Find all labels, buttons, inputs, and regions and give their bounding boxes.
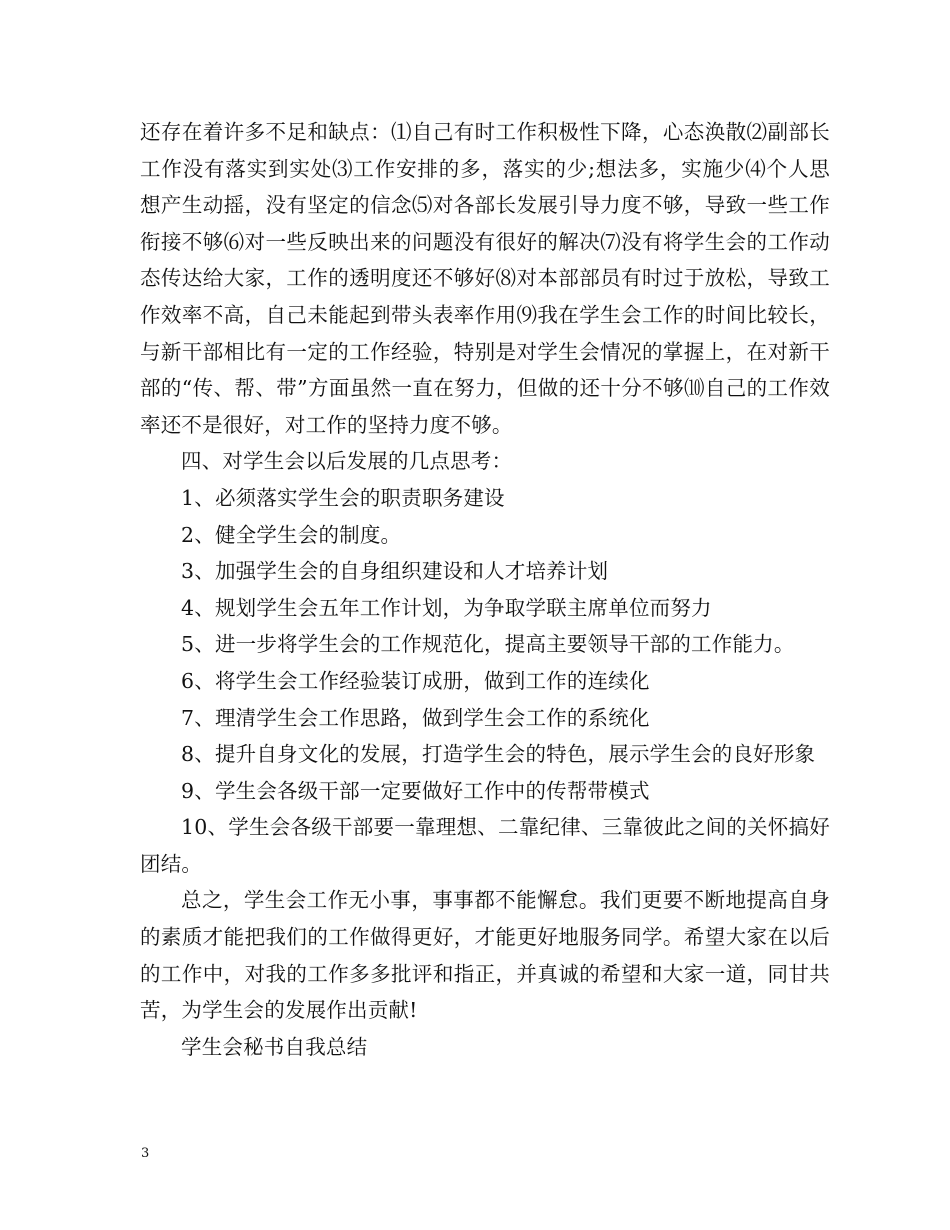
list-item: 1、必须落实学生会的职责职务建设 [181,485,505,510]
list-item: 10、学生会各级干部要一靠理想、二靠纪律、三靠彼此之间的关怀搞好团结。 [140,815,830,876]
paragraph-shortcomings: 还存在着许多不足和缺点：⑴自己有时工作积极性下降，心态涣散⑵副部长工作没有落实到实处⑶工作安排的多，落实的少;想法多，实施少⑷个人思想产生动摇，没有坚定的信念⑸对各部长发展引导力度不够，导致一些工作衔接不够⑹对一些反映出来的问题没有很好的解决⑺没有将学生会的工作动态传达给大家，工作的透明度还不够好⑻对本部部员有时过于放松，导致工作效率不高，自己未能起到带头表率作用⑼我在学生会工作的时间比较长，与新干部相比有一定的工作经验，特别是对学生会情况的掌握上，在对新干部的“传、帮、带”方面虽然一直在努力，但做的还十分不够⑽自己的工作效率还不是很好，对工作的坚持力度不够。 [140,120,830,437]
document-body [140,114,830,1065]
next-section-title: 学生会秘书自我总结 [181,1034,368,1059]
list-item: 9、学生会各级干部一定要做好工作中的传帮带模式 [181,778,650,803]
list-item: 7、理清学生会工作思路，做到学生会工作的系统化 [181,705,650,730]
list-item: 8、提升自身文化的发展，打造学生会的特色，展示学生会的良好形象 [181,742,816,767]
list-item: 6、将学生会工作经验装订成册，做到工作的连续化 [181,668,650,693]
paragraph-conclusion: 总之，学生会工作无小事，事事都不能懈怠。我们更要不断地提高自身的素质才能把我们的工作做得更好，才能更好地服务同学。希望大家在以后的工作中，对我的工作多多批评和指正，并真诚的希望和大家一道，同甘共苦，为学生会的发展作出贡献! [140,888,830,1023]
page-number: 3 [141,1146,150,1161]
section-heading-future-thoughts: 四、对学生会以后发展的几点思考： [181,449,513,474]
list-item: 2、健全学生会的制度。 [181,522,402,547]
list-item: 4、规划学生会五年工作计划，为争取学联主席单位而努力 [181,595,712,620]
list-item: 3、加强学生会的自身组织建设和人才培养计划 [181,559,609,584]
list-item: 5、进一步将学生会的工作规范化，提高主要领导干部的工作能力。 [181,632,795,657]
